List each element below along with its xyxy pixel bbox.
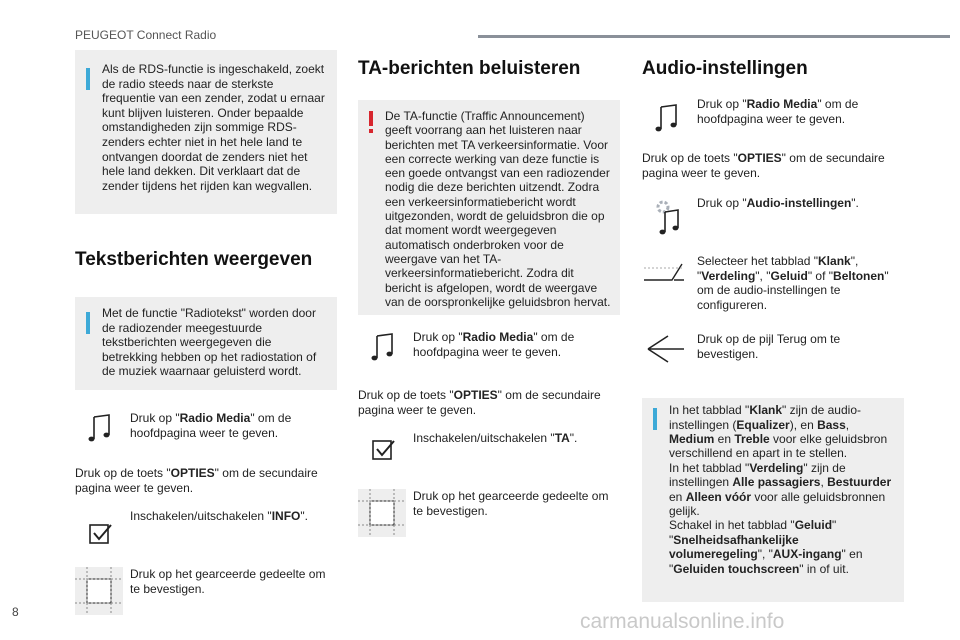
settings-music-icon [654, 198, 680, 238]
tab-icon [642, 256, 686, 286]
step-text: Druk op "Radio Media" om de hoofdpagina weer te geven. [413, 330, 575, 359]
step-confirm [75, 567, 337, 617]
watermark: carmanualsonline.info [580, 610, 785, 633]
step-options: Druk op de toets "OPTIES" om de secundaire pagina weer te geven. [358, 388, 601, 417]
step-radio-media [358, 330, 620, 376]
back-arrow-icon [646, 334, 686, 364]
section-heading: Tekstberichten weergeven [75, 249, 313, 270]
step-select-tab [642, 254, 904, 332]
warning-box-ta [358, 100, 620, 315]
section-heading: TA-berichten beluisteren [358, 58, 581, 79]
music-note-icon [654, 103, 680, 133]
info-icon [653, 408, 657, 430]
info-box-rds [75, 50, 337, 214]
step-text: Druk op het gearceerde gedeelte om te bevestigen. [413, 489, 609, 518]
page-header-title: PEUGEOT Connect Radio [75, 28, 217, 42]
step-toggle-info [75, 509, 337, 567]
step-confirm [358, 489, 620, 539]
step-text: Inschakelen/uitschakelen "TA". [413, 431, 578, 446]
column-text-messages [75, 50, 337, 617]
step-text: Druk op "Radio Media" om de hoofdpagina weer te geven. [130, 411, 292, 440]
step-text: Inschakelen/uitschakelen "INFO". [130, 509, 308, 524]
info-icon [86, 312, 90, 334]
info-text: Met de functie "Radiotekst" worden door de radiozender meegestuurde tekstberichten weergegeven die betrekking hebben op het radiostation of de muziek waarnaar geluisterd wordt. [102, 306, 317, 379]
step-text: Druk op het gearceerde gedeelte om te bevestigen. [130, 567, 326, 596]
step-radio-media [642, 97, 904, 147]
step-radio-media [75, 411, 337, 457]
step-options: Druk op de toets "OPTIES" om de secundaire pagina weer te geven. [642, 151, 885, 180]
shaded-area-icon [75, 567, 123, 615]
column-ta-messages [358, 50, 620, 539]
shaded-area-icon [358, 489, 406, 537]
info-icon [86, 68, 90, 90]
warning-icon-dot [369, 129, 373, 133]
checkbox-icon [370, 435, 396, 465]
section-heading: Audio-instellingen [642, 58, 808, 79]
music-note-icon [87, 413, 113, 443]
step-text: Druk op de pijl Terug om te bevestigen. [697, 332, 841, 361]
music-note-icon [370, 332, 396, 362]
step-toggle-ta [358, 431, 620, 489]
step-text: Druk op "Audio-instellingen". [697, 196, 859, 211]
info-text: In het tabblad "Klank" zijn de audio-instellingen (Equalizer), en Bass, Medium en Treble voor elke geluidsbron verschillend en apart in te stellen. In het tabblad "Verdeling" zijn de instellingen Alle passagiers, Bestuurder en Alleen vóór voor alle geluidsbronnen gelijk. Schakel in het tabblad "Geluid" "Snelheidsafhankelijke volumeregeling", "AUX-ingang" en "Geluiden touchscreen" in of uit. [669, 403, 892, 576]
step-text: Selecteer het tabblad "Klank", "Verdeling", "Geluid" of "Beltonen" om de audio-instellingen te configureren. [697, 254, 889, 312]
info-box-audio [642, 398, 904, 602]
warning-icon [369, 111, 373, 126]
page-number: 8 [12, 605, 19, 619]
column-audio-settings [642, 50, 904, 602]
warning-text: De TA-functie (Traffic Announcement) geeft voorrang aan het luisteren naar berichten met TA verkeersinformatie. Voor een correcte werking van deze functie is een goede ontvangst van een radiozender nodig die deze berichten uitzendt. Zodra een verkeersinformatiebericht wordt uitgezonden, wordt de geluidsbron die op dat moment wordt weergegeven automatisch onderbroken voor de weergave van het TA-verkeersinformatiebericht. Zodra dit bericht is afgelopen, wordt de weergave van de oorspronkelijke geluidsbron hervat. [385, 109, 611, 309]
step-back-arrow [642, 332, 904, 390]
step-audio-settings [642, 196, 904, 254]
step-text: Druk op "Radio Media" om de hoofdpagina weer te geven. [697, 97, 859, 126]
header-divider [478, 35, 950, 38]
info-box-radiotext [75, 297, 337, 390]
info-text: Als de RDS-functie is ingeschakeld, zoekt de radio steeds naar de sterkste frequentie van een zender, zodat u ernaar kunt blijven luisteren. Onder bepaalde omstandigheden zijn sommige RDS-zenders echter niet in het hele land te ontvangen doordat de zenders niet het hele land dekken. Dit verklaart dat de zender tijdens het rijden kan wegvallen. [102, 62, 325, 193]
checkbox-icon [87, 519, 113, 549]
step-options: Druk op de toets "OPTIES" om de secundaire pagina weer te geven. [75, 466, 318, 495]
